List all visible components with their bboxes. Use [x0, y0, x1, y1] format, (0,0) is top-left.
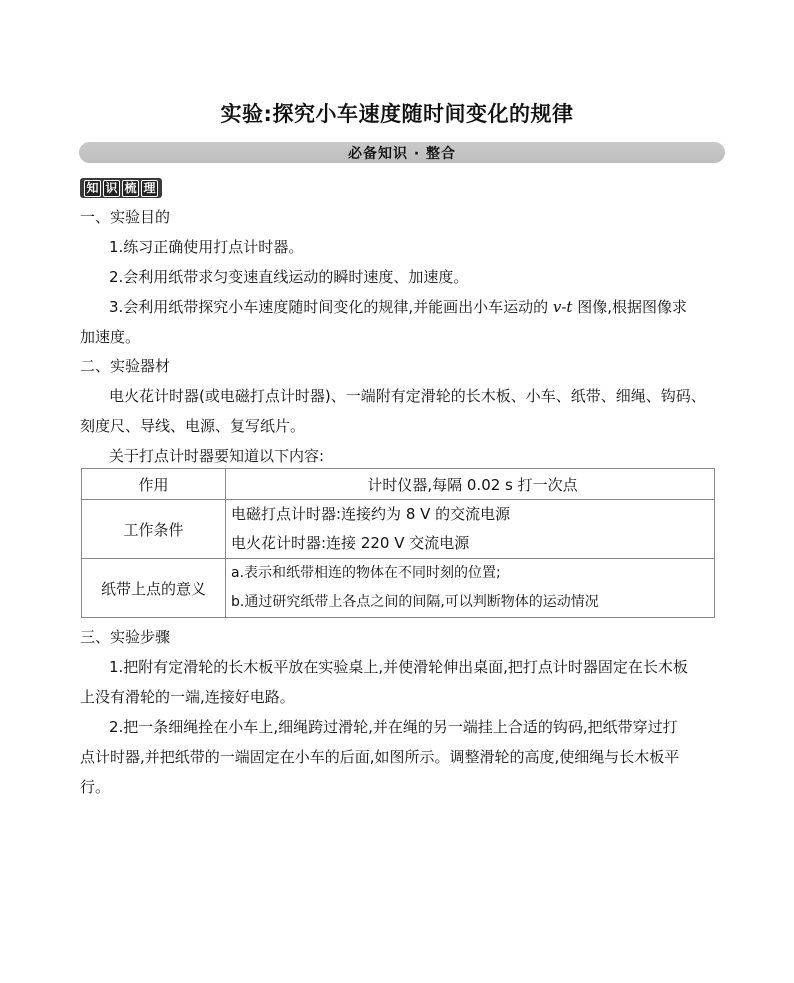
step-2-line1: 2.把一条细绳拴在小车上,细绳跨过滑轮,并在绳的另一端挂上合适的钩码,把纸带穿过打 — [109, 718, 678, 736]
timer-intro: 关于打点计时器要知道以下内容: — [109, 447, 325, 465]
dot-meaning-b: b.通过研究纸带上各点之间的间隔,可以判断物体的运动情况 — [231, 594, 599, 610]
purpose-item-3 — [109, 297, 687, 317]
table-value-function: 计时仪器,每隔 0.02 s 打一次点 — [226, 469, 715, 500]
purpose-item-3-text-a: 3.会利用纸带探究小车速度随时间变化的规律,并能画出小车运动的 — [109, 298, 549, 316]
condition-spark: 电火花计时器:连接 220 V 交流电源 — [231, 534, 470, 552]
page-title: 实验:探究小车速度随时间变化的规律 — [220, 102, 574, 126]
equipment-paragraph-line1: 电火花计时器(或电磁打点计时器)、一端附有定滑轮的长木板、小车、纸带、细绳、钩码、 — [109, 387, 706, 405]
badge-char: 理 — [141, 180, 158, 197]
equipment-paragraph-line2: 刻度尺、导线、电源、复写纸片。 — [80, 417, 306, 435]
condition-electromagnetic: 电磁打点计时器:连接约为 8 V 的交流电源 — [231, 505, 511, 523]
purpose-item-2: 2.会利用纸带求匀变速直线运动的瞬时速度、加速度。 — [109, 268, 469, 286]
table-row — [82, 559, 715, 618]
purpose-item-1: 1.练习正确使用打点计时器。 — [109, 238, 304, 256]
dot-meaning-a: a.表示和纸带相连的物体在不同时刻的位置; — [231, 565, 501, 581]
section-heading-equipment: 二、实验器材 — [80, 357, 171, 375]
table-key-conditions: 工作条件 — [82, 500, 226, 559]
badge-char: 梳 — [122, 180, 139, 197]
step-1-line2: 上没有滑轮的一端,连接好电路。 — [80, 688, 295, 706]
table-row — [82, 469, 715, 500]
step-2-line2: 点计时器,并把纸带的一端固定在小车的后面,如图所示。调整滑轮的高度,使细绳与长木板平 — [80, 748, 680, 766]
step-1-line1: 1.把附有定滑轮的长木板平放在实验桌上,并使滑轮伸出桌面,把打点计时器固定在长木板 — [109, 658, 688, 676]
table-key-dot-meaning: 纸带上点的意义 — [82, 559, 226, 618]
table-value-conditions — [226, 500, 715, 559]
section-heading-steps: 三、实验步骤 — [80, 628, 171, 646]
badge-char: 知 — [84, 180, 101, 197]
table-row — [82, 500, 715, 559]
banner-label: 必备知识 · 整合 — [347, 146, 457, 162]
table-key-function: 作用 — [82, 469, 226, 500]
knowledge-review-badge — [80, 178, 162, 198]
purpose-item-3-continuation: 加速度。 — [80, 328, 141, 346]
purpose-item-3-text-b: 图像,根据图像求 — [577, 298, 688, 316]
badge-char: 识 — [103, 180, 120, 197]
vt-symbol: v-t — [552, 298, 573, 316]
table-value-dot-meaning — [226, 559, 715, 618]
step-2-line3: 行。 — [80, 778, 111, 796]
section-banner — [79, 142, 725, 163]
timer-info-table — [81, 468, 715, 618]
section-heading-purpose: 一、实验目的 — [80, 208, 171, 226]
